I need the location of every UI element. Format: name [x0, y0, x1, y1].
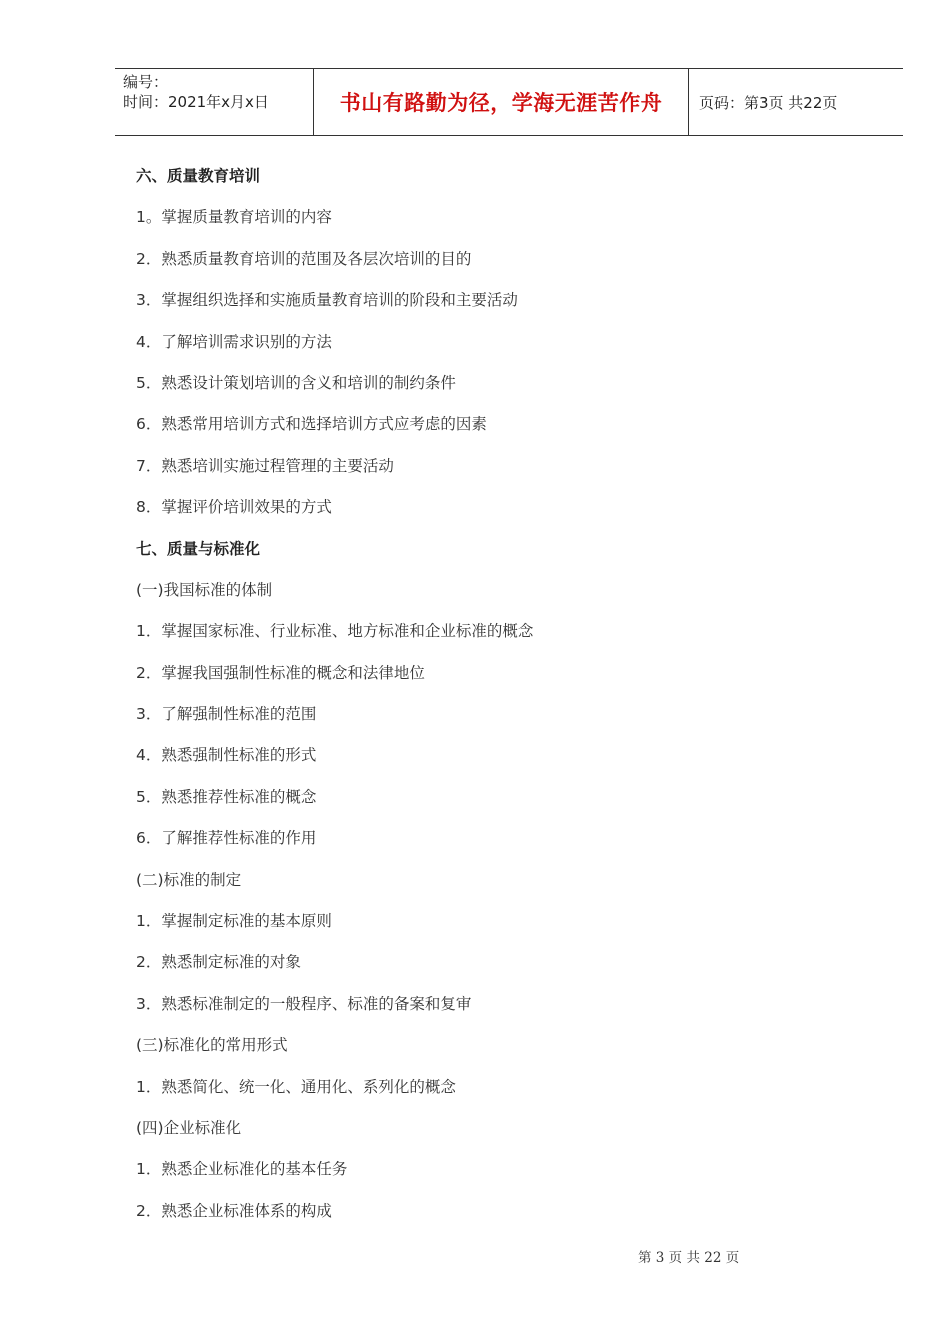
page-footer-number: 第 3 页 共 22 页 — [638, 1250, 740, 1266]
list-item: (二)标准的制定 — [136, 870, 242, 889]
list-item: 6．熟悉常用培训方式和选择培训方式应考虑的因素 — [136, 415, 487, 434]
list-item: 3．掌握组织选择和实施质量教育培训的阶段和主要活动 — [136, 291, 518, 310]
list-item: 2．熟悉质量教育培训的范围及各层次培训的目的 — [136, 249, 472, 268]
list-item: 1．熟悉简化、统一化、通用化、系列化的概念 — [136, 1077, 456, 1096]
list-item: (四)企业标准化 — [136, 1118, 242, 1137]
header-motto: 书山有路勤为径，学海无涯苦作舟 — [314, 69, 689, 135]
page-header — [115, 68, 903, 136]
list-item: 3．了解强制性标准的范围 — [136, 705, 317, 724]
list-item: 1．掌握制定标准的基本原则 — [136, 912, 332, 931]
list-item: 1．熟悉企业标准化的基本任务 — [136, 1160, 348, 1179]
list-item: 3．熟悉标准制定的一般程序、标准的备案和复审 — [136, 994, 472, 1013]
document-body — [136, 156, 836, 1232]
list-item: 2．掌握我国强制性标准的概念和法律地位 — [136, 663, 425, 682]
section-heading: 六、质量教育培训 — [136, 167, 261, 185]
list-item: 1。掌握质量教育培训的内容 — [136, 208, 332, 227]
document-code-label: 编号： — [123, 73, 169, 91]
list-item: (一)我国标准的体制 — [136, 580, 273, 599]
list-item: 5．熟悉推荐性标准的概念 — [136, 787, 317, 806]
list-item: (三)标准化的常用形式 — [136, 1036, 288, 1055]
section-heading: 七、质量与标准化 — [136, 539, 261, 558]
header-info-cell — [115, 69, 314, 135]
list-item: 4．了解培训需求识别的方法 — [136, 332, 332, 351]
list-item: 2．熟悉企业标准体系的构成 — [136, 1201, 332, 1220]
list-item: 8．掌握评价培训效果的方式 — [136, 498, 332, 517]
list-item: 5．熟悉设计策划培训的含义和培训的制约条件 — [136, 373, 456, 392]
list-item: 6．了解推荐性标准的作用 — [136, 829, 317, 848]
list-item: 7．熟悉培训实施过程管理的主要活动 — [136, 456, 394, 475]
document-time-label: 时间：2021年x月x日 — [123, 93, 269, 111]
list-item: 2．熟悉制定标准的对象 — [136, 953, 301, 972]
list-item: 1．掌握国家标准、行业标准、地方标准和企业标准的概念 — [136, 622, 534, 641]
list-item: 4．熟悉强制性标准的形式 — [136, 746, 317, 765]
header-page-number: 页码：第3页 共22页 — [699, 93, 838, 112]
